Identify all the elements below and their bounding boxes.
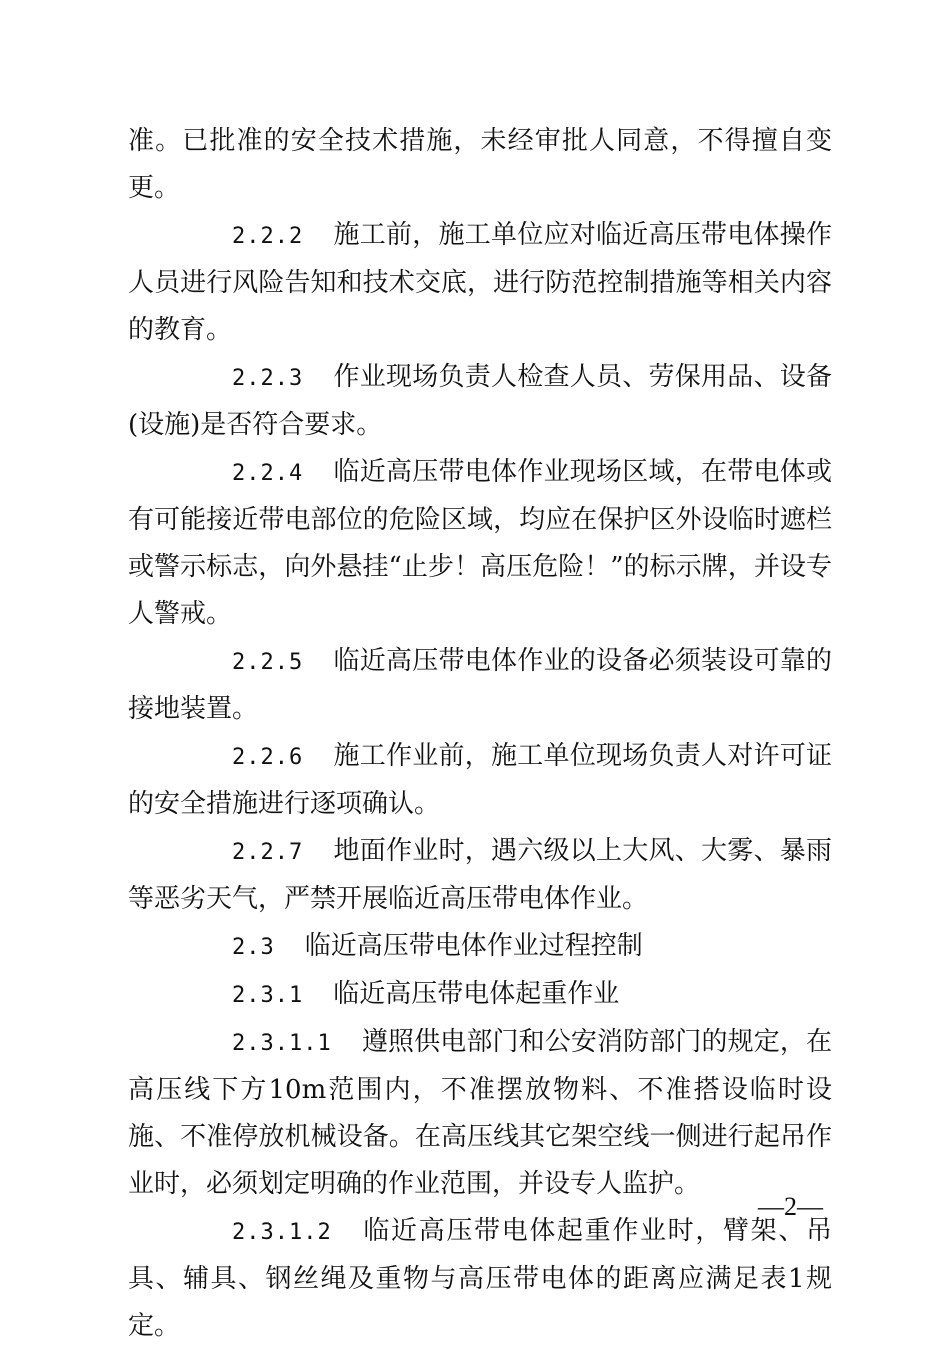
paragraph-text: 准。已批准的安全技术措施，未经审批人同意，不得擅自变更。 (128, 126, 832, 203)
paragraph-text: 临近高压带电体起重作业时，臂架、吊具、辅具、钢丝绳及重物与高压带电体的距离应满足表1规定。 (128, 1216, 832, 1341)
document-page (128, 118, 832, 1350)
paragraph-2-2-7 (128, 828, 832, 923)
section-number: 2.2.6 (232, 745, 304, 770)
page-number: —2— (758, 1192, 823, 1221)
paragraph-text: 地面作业时，遇六级以上大风、大雾、暴雨等恶劣天气，严禁开展临近高压带电体作业。 (128, 836, 832, 914)
paragraph-2-2-2 (128, 212, 832, 354)
section-number: 2.3 (232, 935, 275, 960)
section-number: 2.3.1.1 (232, 1031, 332, 1056)
section-number: 2.2.3 (232, 366, 304, 391)
paragraph-text: 临近高压带电体作业的设备必须装设可靠的接地装置。 (128, 646, 832, 724)
paragraph-2-3-1-1 (128, 1019, 832, 1208)
heading-2-3-1 (128, 971, 832, 1019)
paragraph-2-2-5 (128, 638, 832, 733)
paragraph-text: 作业现场负责人检查人员、劳保用品、设备(设施)是否符合要求。 (128, 362, 832, 440)
section-number: 2.3.1 (232, 983, 304, 1008)
heading-text: 临近高压带电体作业过程控制 (304, 931, 643, 961)
heading-text: 临近高压带电体起重作业 (333, 979, 620, 1009)
paragraph-text: 施工作业前，施工单位现场负责人对许可证的安全措施进行逐项确认。 (128, 741, 832, 819)
paragraph-text: 施工前，施工单位应对临近高压带电体操作人员进行风险告知和技术交底，进行防范控制措施等相关内容的教育。 (128, 220, 832, 345)
heading-2-3 (128, 923, 832, 971)
paragraph-2-2-6 (128, 733, 832, 828)
paragraph-2-3-1-2 (128, 1208, 832, 1350)
section-number: 2.3.1.2 (232, 1220, 332, 1245)
section-number: 2.2.5 (232, 650, 304, 675)
paragraph-text: 临近高压带电体作业现场区域，在带电体或有可能接近带电部位的危险区域，均应在保护区外设临时遮栏或警示标志，向外悬挂“止步！高压危险！”的标示牌，并设专人警戒。 (128, 457, 832, 629)
paragraph-2-2-4 (128, 449, 832, 638)
section-number: 2.2.2 (232, 224, 304, 249)
paragraph-continuation (128, 118, 832, 212)
section-number: 2.2.4 (232, 461, 304, 486)
paragraph-2-2-3 (128, 354, 832, 449)
section-number: 2.2.7 (232, 840, 304, 865)
paragraph-text: 遵照供电部门和公安消防部门的规定，在高压线下方10m范围内，不准摆放物料、不准搭设临时设施、不准停放机械设备。在高压线其它架空线一侧进行起吊作业时，必须划定明确的作业范围，并设专人监护。 (128, 1027, 832, 1199)
